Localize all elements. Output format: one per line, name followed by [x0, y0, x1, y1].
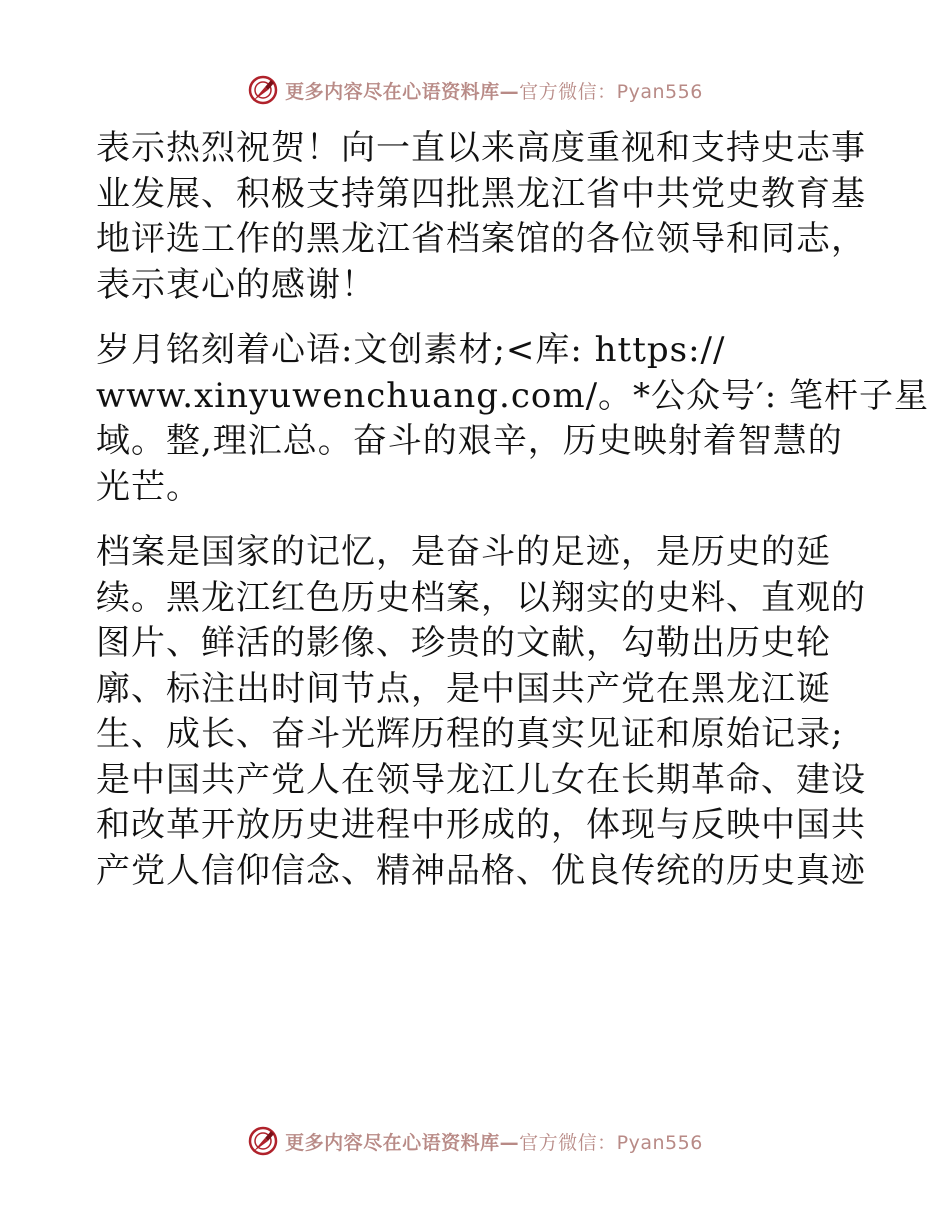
paragraph-watermark [96, 328, 930, 510]
text-line: 续。黑龙江红色历史档案，以翔实的史料、直观的 [96, 577, 866, 618]
banner-text [285, 77, 703, 104]
text-line: 岁月铭刻着心语:文创素材;<库: https:// [96, 330, 726, 370]
banner-wechat: 官方微信：Pyan556 [519, 1131, 703, 1154]
header-banner [0, 70, 950, 110]
document-body [96, 126, 930, 894]
banner-wechat: 官方微信：Pyan556 [519, 80, 703, 103]
paragraph-archives [96, 530, 866, 894]
text-line: 表示热烈祝贺！向一直以来高度重视和支持史志事 [96, 128, 866, 168]
text-line: 表示衷心的感谢！ [96, 264, 376, 305]
text-line: 和改革开放历史进程中形成的，体现与反映中国共 [96, 805, 866, 845]
text-line: 域。整,理汇总。奋斗的艰辛，历史映射着智慧的 [96, 421, 843, 461]
text-line: 地评选工作的黑龙江省档案馆的各位领导和同志， [96, 219, 866, 259]
text-line: 图片、鲜活的影像、珍贵的文献，勾勒出历史轮 [96, 623, 831, 663]
text-line: 廓、标注出时间节点，是中国共产党在黑龙江诞 [96, 668, 831, 709]
banner-slogan: 更多内容尽在心语资料库— [285, 1131, 520, 1154]
pen-logo-icon [247, 1125, 279, 1157]
text-line: 生、成长、奋斗光辉历程的真实见证和原始记录; [96, 714, 844, 754]
text-line: 档案是国家的记忆，是奋斗的足迹，是历史的延 [96, 532, 831, 572]
text-line: www.xinyuwenchuang.com/。*公众号′: 笔杆子星 [96, 375, 930, 416]
text-line: 光芒。 [96, 466, 201, 507]
text-line: 产党人信仰信念、精神品格、优良传统的历史真迹 [96, 850, 866, 891]
paragraph-thanks [96, 126, 866, 308]
footer-banner [0, 1121, 950, 1161]
banner-slogan: 更多内容尽在心语资料库— [285, 80, 520, 103]
pen-logo-icon [247, 74, 279, 106]
banner-text [285, 1128, 703, 1155]
text-line: 是中国共产党人在领导龙江儿女在长期革命、建设 [96, 759, 866, 800]
text-line: 业发展、积极支持第四批黑龙江省中共党史教育基 [96, 173, 866, 214]
